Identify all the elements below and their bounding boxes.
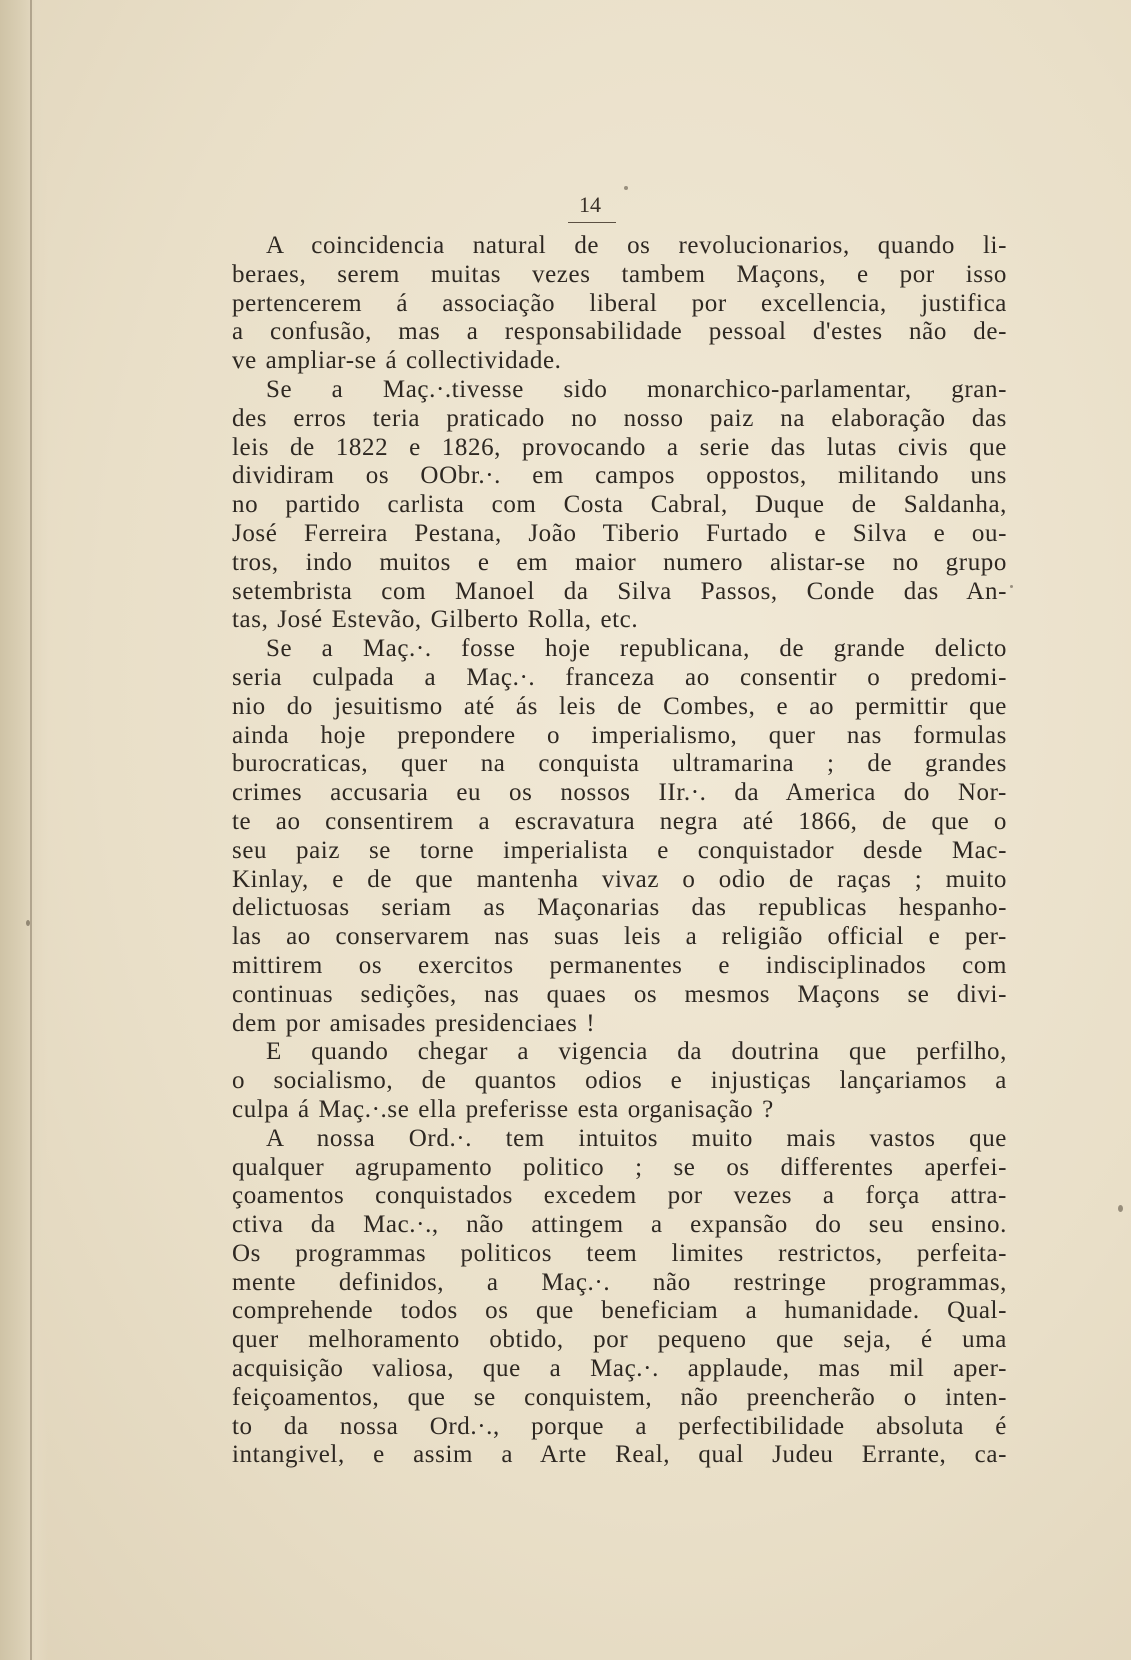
binding-line — [30, 0, 32, 1660]
text-line: ainda hoje prepondere o imperialismo, quer nas formulas — [232, 721, 1007, 749]
text-line: dividiram os OObr.·. em campos oppostos, militando uns — [232, 462, 1007, 490]
binding-edge — [0, 0, 48, 1660]
text-line: to da nossa Ord.·., porque a perfectibilidade absoluta é — [232, 1412, 1007, 1440]
text-line: ctiva da Mac.·., não attingem a expansão do seu ensino. — [232, 1211, 1007, 1239]
text-line: A coincidencia natural de os revolucionarios, quando li- — [266, 232, 1007, 259]
text-line: dem por amisades presidenciaes ! — [232, 1009, 596, 1037]
text-line: leis de 1822 e 1826, provocando a serie das lutas civis que — [232, 433, 1007, 461]
text-line: mente definidos, a Maç.·. não restringe programmas, — [232, 1268, 1007, 1296]
paper-speck — [1010, 585, 1013, 588]
text-line: José Ferreira Pestana, João Tiberio Furtado e Silva e ou- — [232, 519, 1007, 547]
text-line: comprehende todos os que beneficiam a humanidade. Qual- — [232, 1297, 1007, 1325]
text-line: nio do jesuitismo até ás leis de Combes, e ao permittir que — [232, 692, 1007, 720]
text-line: las ao conservarem nas suas leis a religião official e per- — [232, 923, 1007, 951]
text-line: burocraticas, quer na conquista ultramarina ; de grandes — [232, 750, 1007, 778]
text-line: qualquer agrupamento politico ; se os differentes aperfei- — [232, 1153, 1007, 1181]
text-line: Os programmas politicos teem limites restrictos, perfeita- — [232, 1239, 1007, 1267]
text-line: a confusão, mas a responsabilidade pessoal d'estes não de- — [232, 318, 1007, 346]
text-line: feiçoamentos, que se conquistem, não preencherão o inten- — [232, 1383, 1007, 1411]
text-line: te ao consentirem a escravatura negra até 1866, de que o — [232, 807, 1007, 835]
text-line: E quando chegar a vigencia da doutrina que perfilho, — [266, 1038, 1007, 1066]
text-line: Kinlay, e de que mantenha vivaz o odio de raças ; muito — [232, 865, 1007, 893]
text-line: continuas sedições, nas quaes os mesmos Maçons se divi- — [232, 980, 1007, 1008]
text-line: des erros teria praticado no nosso paiz na elaboração das — [232, 404, 1007, 432]
paper-speck — [26, 920, 30, 926]
text-line: o socialismo, de quantos odios e injustiças lançariamos a — [232, 1067, 1007, 1095]
text-line: Se a Maç.·. fosse hoje republicana, de grande delicto — [266, 635, 1007, 663]
text-line: pertencerem á associação liberal por excellencia, justifica — [232, 289, 1007, 317]
page-number-rule — [568, 222, 616, 223]
text-line: tas, José Estevão, Gilberto Rolla, etc. — [232, 606, 639, 634]
text-line: A nossa Ord.·. tem intuitos muito mais vastos que — [266, 1124, 1007, 1152]
text-line: seria culpada a Maç.·. franceza ao consentir o predomi- — [232, 663, 1007, 691]
text-line: çoamentos conquistados excedem por vezes a força attra- — [232, 1182, 1007, 1210]
text-line: no partido carlista com Costa Cabral, Duque de Saldanha, — [232, 491, 1007, 519]
text-line: intangivel, e assim a Arte Real, qual Judeu Errante, ca- — [232, 1441, 1007, 1469]
text-line: quer melhoramento obtido, por pequeno que seja, é uma — [232, 1326, 1007, 1354]
text-line: culpa á Maç.·.se ella preferisse esta organisação ? — [232, 1095, 774, 1123]
text-line: crimes accusaria eu os nossos IIr.·. da America do Nor- — [232, 779, 1007, 807]
text-line: beraes, serem muitas vezes tambem Maçons, e por isso — [232, 260, 1007, 288]
paper-speck — [1118, 1205, 1123, 1212]
body-text — [232, 232, 1007, 1470]
text-line: Se a Maç.·.tivesse sido monarchico-parlamentar, gran- — [266, 375, 1007, 403]
page-number: 14 — [579, 192, 601, 217]
text-line: ve ampliar-se á collectividade. — [232, 347, 562, 375]
text-line: acquisição valiosa, que a Maç.·. applaude, mas mil aper- — [232, 1355, 1007, 1383]
text-line: setembrista com Manoel da Silva Passos, Conde das An- — [232, 577, 1007, 605]
text-line: seu paiz se torne imperialista e conquistador desde Mac- — [232, 836, 1007, 864]
text-line: delictuosas seriam as Maçonarias das republicas hespanho- — [232, 894, 1007, 922]
text-line: mittirem os exercitos permanentes e indisciplinados com — [232, 951, 1007, 979]
paper-speck — [624, 186, 628, 190]
text-line: tros, indo muitos e em maior numero alistar-se no grupo — [232, 548, 1007, 576]
